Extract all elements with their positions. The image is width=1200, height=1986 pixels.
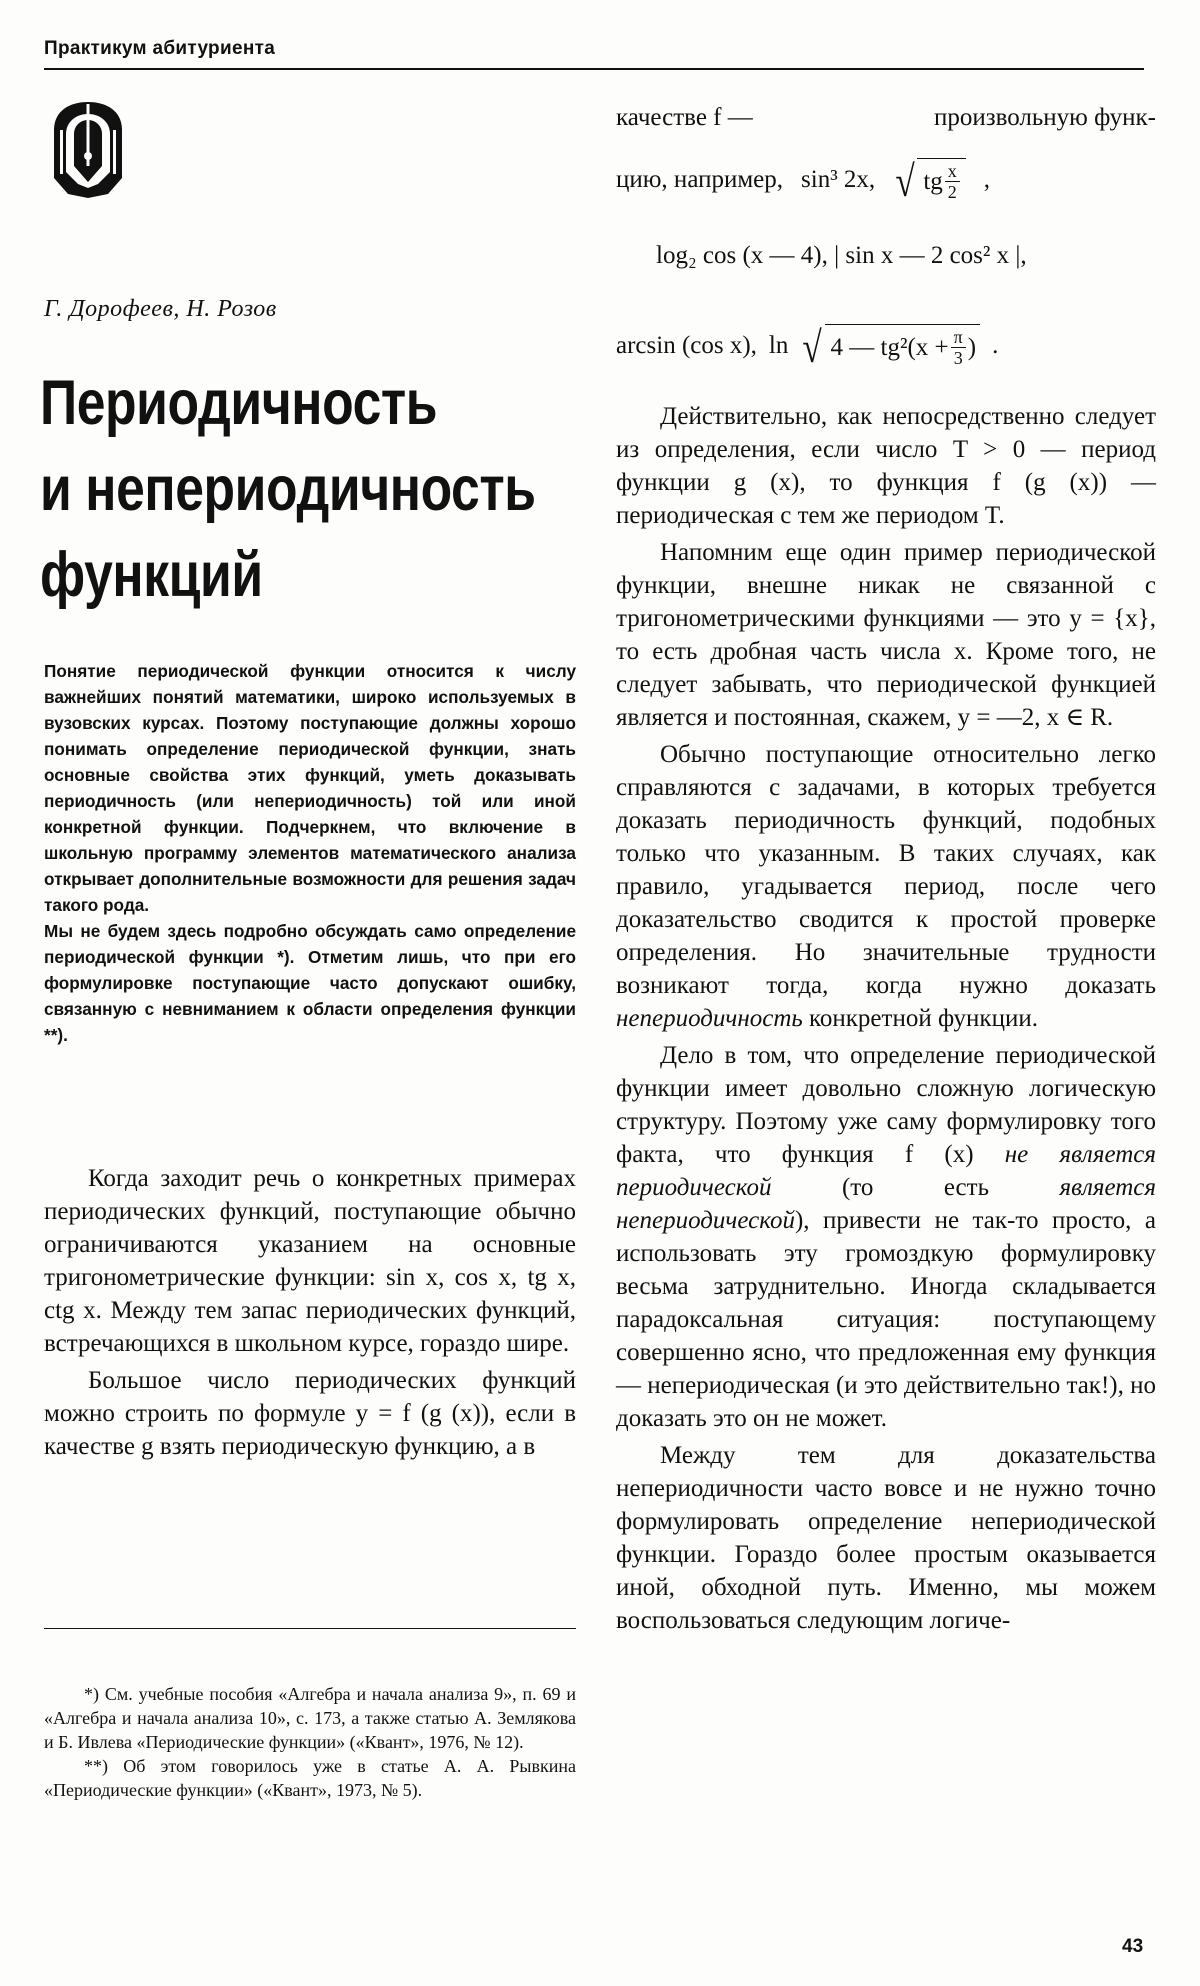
title-line: функций [40,540,263,610]
body-paragraph: Действительно, как непосредственно следует из определения, если число T > 0 — период функции g (x), то функция f (g (x)) — периодическая с тем же периодом T. [616,403,1156,529]
title-line: Периодичность [40,368,438,438]
body-paragraph [616,1039,1156,1435]
fraction [945,161,960,202]
text-run: Обычно поступающие относительно легко справляются с задачами, в которых требуется доказать периодичность функций, подобных только что указанным. В таких случаях, как правило, угадывается период, после чего доказательство сводится к простой проверке определения. Но значительные трудности возникают тогда, когда нужно доказать [616,741,1156,999]
footnote: *) См. учебные пособия «Алгебра и начала анализа 9», п. 69 и «Алгебра и начала анализа 10», с. 173, а также статью А. Землякова и Б. Ивлева «Периодические функции» («Квант», 1976, № 12). [44,1684,576,1752]
radical-ln-arg [800,323,980,372]
formula-text: ) [967,333,977,361]
fountain-pen-nib-icon [48,100,128,200]
title-line: и непериодичность [40,454,536,524]
right-column-text [616,400,1156,1641]
formula-line [616,104,1156,132]
radicand [825,324,981,368]
article-abstract [44,658,576,1048]
fraction-denominator: 3 [953,348,963,368]
footnotes [44,1682,576,1802]
formula-text: tg [923,167,943,195]
radicand [917,158,965,202]
radical-tg-half [893,157,966,206]
footnote: **) Об этом говорилось уже в статье А. А. Рывкина «Периодические функции» («Квант», 1973, № 5). [44,1756,576,1800]
section-title: Практикум абитуриента [44,38,276,59]
abstract-paragraph: Понятие периодической функции относится к числу важнейших понятий математики, широко используемых в вузовских курсах. Поэтому поступающие должны хорошо понимать определение периодической функции, знать основные свойства этих функций, уметь доказывать периодичность (или непериодичность) той или иной конкретной функции. Подчеркнем, что включение в школьную программу элементов математического анализа открывает дополнительные возможности для решения задач такого рода. [44,661,576,915]
text-run: ), привести не так-то просто, а использовать эту громоздкую формулировку весьма затруднительно. Иногда складывается парадоксальная ситуация: поступающему совершенно ясно, что предложенная ему функция — непериодическая (и это действительно так!), но доказать это он не может. [616,1207,1156,1432]
body-paragraph [616,738,1156,1035]
text-run: (то есть [841,1174,989,1201]
article-authors: Г. Дорофеев, Н. Розов [44,296,277,322]
page-number: 43 [1122,1936,1144,1957]
text-run: конкретной функции. [809,1005,1038,1032]
formula-arcsin: arcsin (cos x), [616,332,757,359]
left-column-text [44,1162,576,1467]
fraction-numerator: π [951,327,966,348]
formula-text: . [992,332,999,359]
formula-line [616,157,1156,206]
formula-sin-cubed: sin³ 2x, [801,166,876,193]
fraction-denominator: 2 [947,182,957,202]
formula-line: log₂ cos (x — 4), | sin x — 2 cos² x |, [656,242,1027,269]
formula-text: качестве f — [616,104,753,131]
formula-text: 4 — tg²(x + [830,333,949,361]
abstract-paragraph: Мы не будем здесь подробно обсуждать само определение периодической функции *). Отметим лишь, что при его формулировке поступающие часто допускают ошибку, связанную с невниманием к области определения функции **). [44,921,576,1045]
formula-line [616,323,999,372]
italic-text: непериодичность [616,1005,803,1032]
fraction-numerator: x [945,161,960,182]
formula-text: , [983,166,991,193]
body-paragraph: Большое число периодических функций можно строить по формуле y = f (g (x)), если в качестве g взять периодическую функцию, а в [44,1367,576,1460]
italic-text: не является периодической [616,1141,1156,1201]
italic-text: является непериодической [616,1174,1157,1234]
formula-text: ln [768,332,789,359]
page-header [44,36,1144,70]
article-title [40,360,536,618]
footnote-divider [44,1628,576,1629]
body-paragraph: Напомним еще один пример периодической функции, внешне никак не связанной с тригонометрическими функциями — это y = {x}, то есть дробная часть числа x. Кроме того, не следует забывать, что периодической функцией является и постоянная, скажем, y = —2, x ∈ R. [616,539,1156,731]
fraction [951,327,966,368]
body-paragraph: Когда заходит речь о конкретных примерах периодических функций, поступающие обычно ограничиваются указанием на основные тригонометрические функции: sin x, cos x, tg x, ctg x. Между тем запас периодических функций, встречающихся в школьном курсе, гораздо шире. [44,1165,576,1357]
radical-sign: √ [895,157,915,206]
text-run: Дело в том, что определение периодической функции имеет довольно сложную логическую структуру. Поэтому уже саму формулировку того факта, что функция f (x) [616,1042,1156,1168]
formula-text: произвольную функ- [933,104,1156,131]
radical-sign: √ [802,323,823,372]
formula-text: цию, например, [616,166,784,193]
body-paragraph: Между тем для доказательства непериодичности часто вовсе и не нужно точно формулировать определение непериодической функции. Гораздо более простым оказывается иной, обходной путь. Именно, мы можем воспользоваться следующим логиче- [616,1442,1156,1634]
